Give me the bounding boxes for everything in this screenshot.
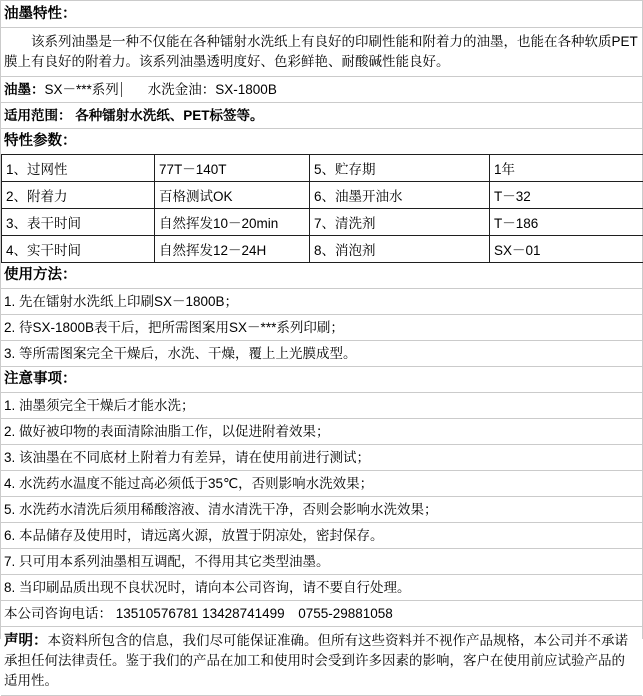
param-name: 8、消泡剂: [310, 236, 490, 263]
note-item: 2. 做好被印物的表面清除油脂工作，以促进附着效果；: [1, 419, 642, 445]
note-item: 7. 只可用本系列油墨相互调配，不得用其它类型油墨。: [1, 549, 642, 575]
param-name: 5、贮存期: [310, 155, 490, 182]
param-value: 77T－140T: [155, 155, 310, 182]
params-title: 特性参数：: [1, 129, 642, 154]
notes-title: 注意事项：: [1, 367, 642, 393]
characteristics-title: 油墨特性：: [1, 1, 642, 28]
contact-label: 本公司咨询电话：: [4, 606, 112, 621]
note-item: 1. 油墨须完全干燥后才能水洗；: [1, 393, 642, 419]
param-name: 1、过网性: [2, 155, 155, 182]
param-value: SX－01: [490, 236, 643, 263]
param-value: T－186: [490, 209, 643, 236]
usage-item: 1. 先在镭射水洗纸上印刷SX－1800B；: [1, 289, 642, 315]
param-name: 7、清洗剂: [310, 209, 490, 236]
characteristics-paragraph: 该系列油墨是一种不仅能在各种镭射水洗纸上有良好的印刷性能和附着力的油墨，也能在各种软质PET膜上有良好的附着力。该系列油墨透明度好、色彩鲜艳、耐酸碱性能良好。: [4, 32, 638, 72]
note-item: 8. 当印刷品质出现不良状况时，请向本公司咨询，请不要自行处理。: [1, 575, 642, 601]
param-name: 6、油墨开油水: [310, 182, 490, 209]
statement-row: [1, 627, 642, 696]
ink-label: 油墨：: [4, 81, 45, 98]
usage-item: 3. 等所需图案完全干燥后，水洗、干燥，覆上上光膜成型。: [1, 341, 642, 367]
statement-label: 声明：: [4, 633, 48, 649]
param-value: T－32: [490, 182, 643, 209]
scope-row: [1, 103, 642, 129]
contact-row: [1, 601, 642, 627]
table-row: [2, 236, 643, 263]
note-item: 3. 该油墨在不同底材上附着力有差异，请在使用前进行测试；: [1, 445, 642, 471]
statement-text: 本资料所包含的信息，我们尽可能保证准确。但所有这些资料并不视作产品规格，本公司并不承诺承担任何法律责任。鉴于我们的产品在加工和使用时会受到许多因素的影响，客户在使用前应试验产品的适用性。: [4, 633, 628, 688]
table-row: [2, 155, 643, 182]
param-name: 3、表干时间: [2, 209, 155, 236]
table-row: [2, 209, 643, 236]
param-value: 自然挥发10－20min: [155, 209, 310, 236]
param-name: 4、实干时间: [2, 236, 155, 263]
cell-divider: [121, 82, 122, 97]
table-row: [2, 182, 643, 209]
varnish-label: 水洗金油：: [148, 81, 216, 98]
contact-phones: 13510576781 13428741499 0755-29881058: [116, 606, 393, 621]
param-name: 2、附着力: [2, 182, 155, 209]
params-table: [1, 154, 643, 263]
note-item: 4. 水洗药水温度不能过高必须低于35℃，否则影响水洗效果；: [1, 471, 642, 497]
param-value: 1年: [490, 155, 643, 182]
param-value: 自然挥发12－24H: [155, 236, 310, 263]
note-item: 5. 水洗药水清洗后须用稀酸溶液、清水清洗干净，否则会影响水洗效果；: [1, 497, 642, 523]
usage-title: 使用方法：: [1, 263, 642, 289]
usage-item: 2. 待SX-1800B表干后，把所需图案用SX－***系列印刷；: [1, 315, 642, 341]
ink-series-value: SX－***系列: [45, 81, 119, 98]
scope-value: 各种镭射水洗纸、PET标签等。: [75, 108, 263, 123]
scope-label: 适用范围：: [4, 108, 72, 123]
param-value: 百格测试OK: [155, 182, 310, 209]
note-item: 6. 本品储存及使用时，请远离火源，放置于阴凉处，密封保存。: [1, 523, 642, 549]
varnish-value: SX-1800B: [215, 81, 277, 98]
characteristics-paragraph-row: [1, 28, 642, 77]
ink-series-row: [1, 77, 642, 103]
